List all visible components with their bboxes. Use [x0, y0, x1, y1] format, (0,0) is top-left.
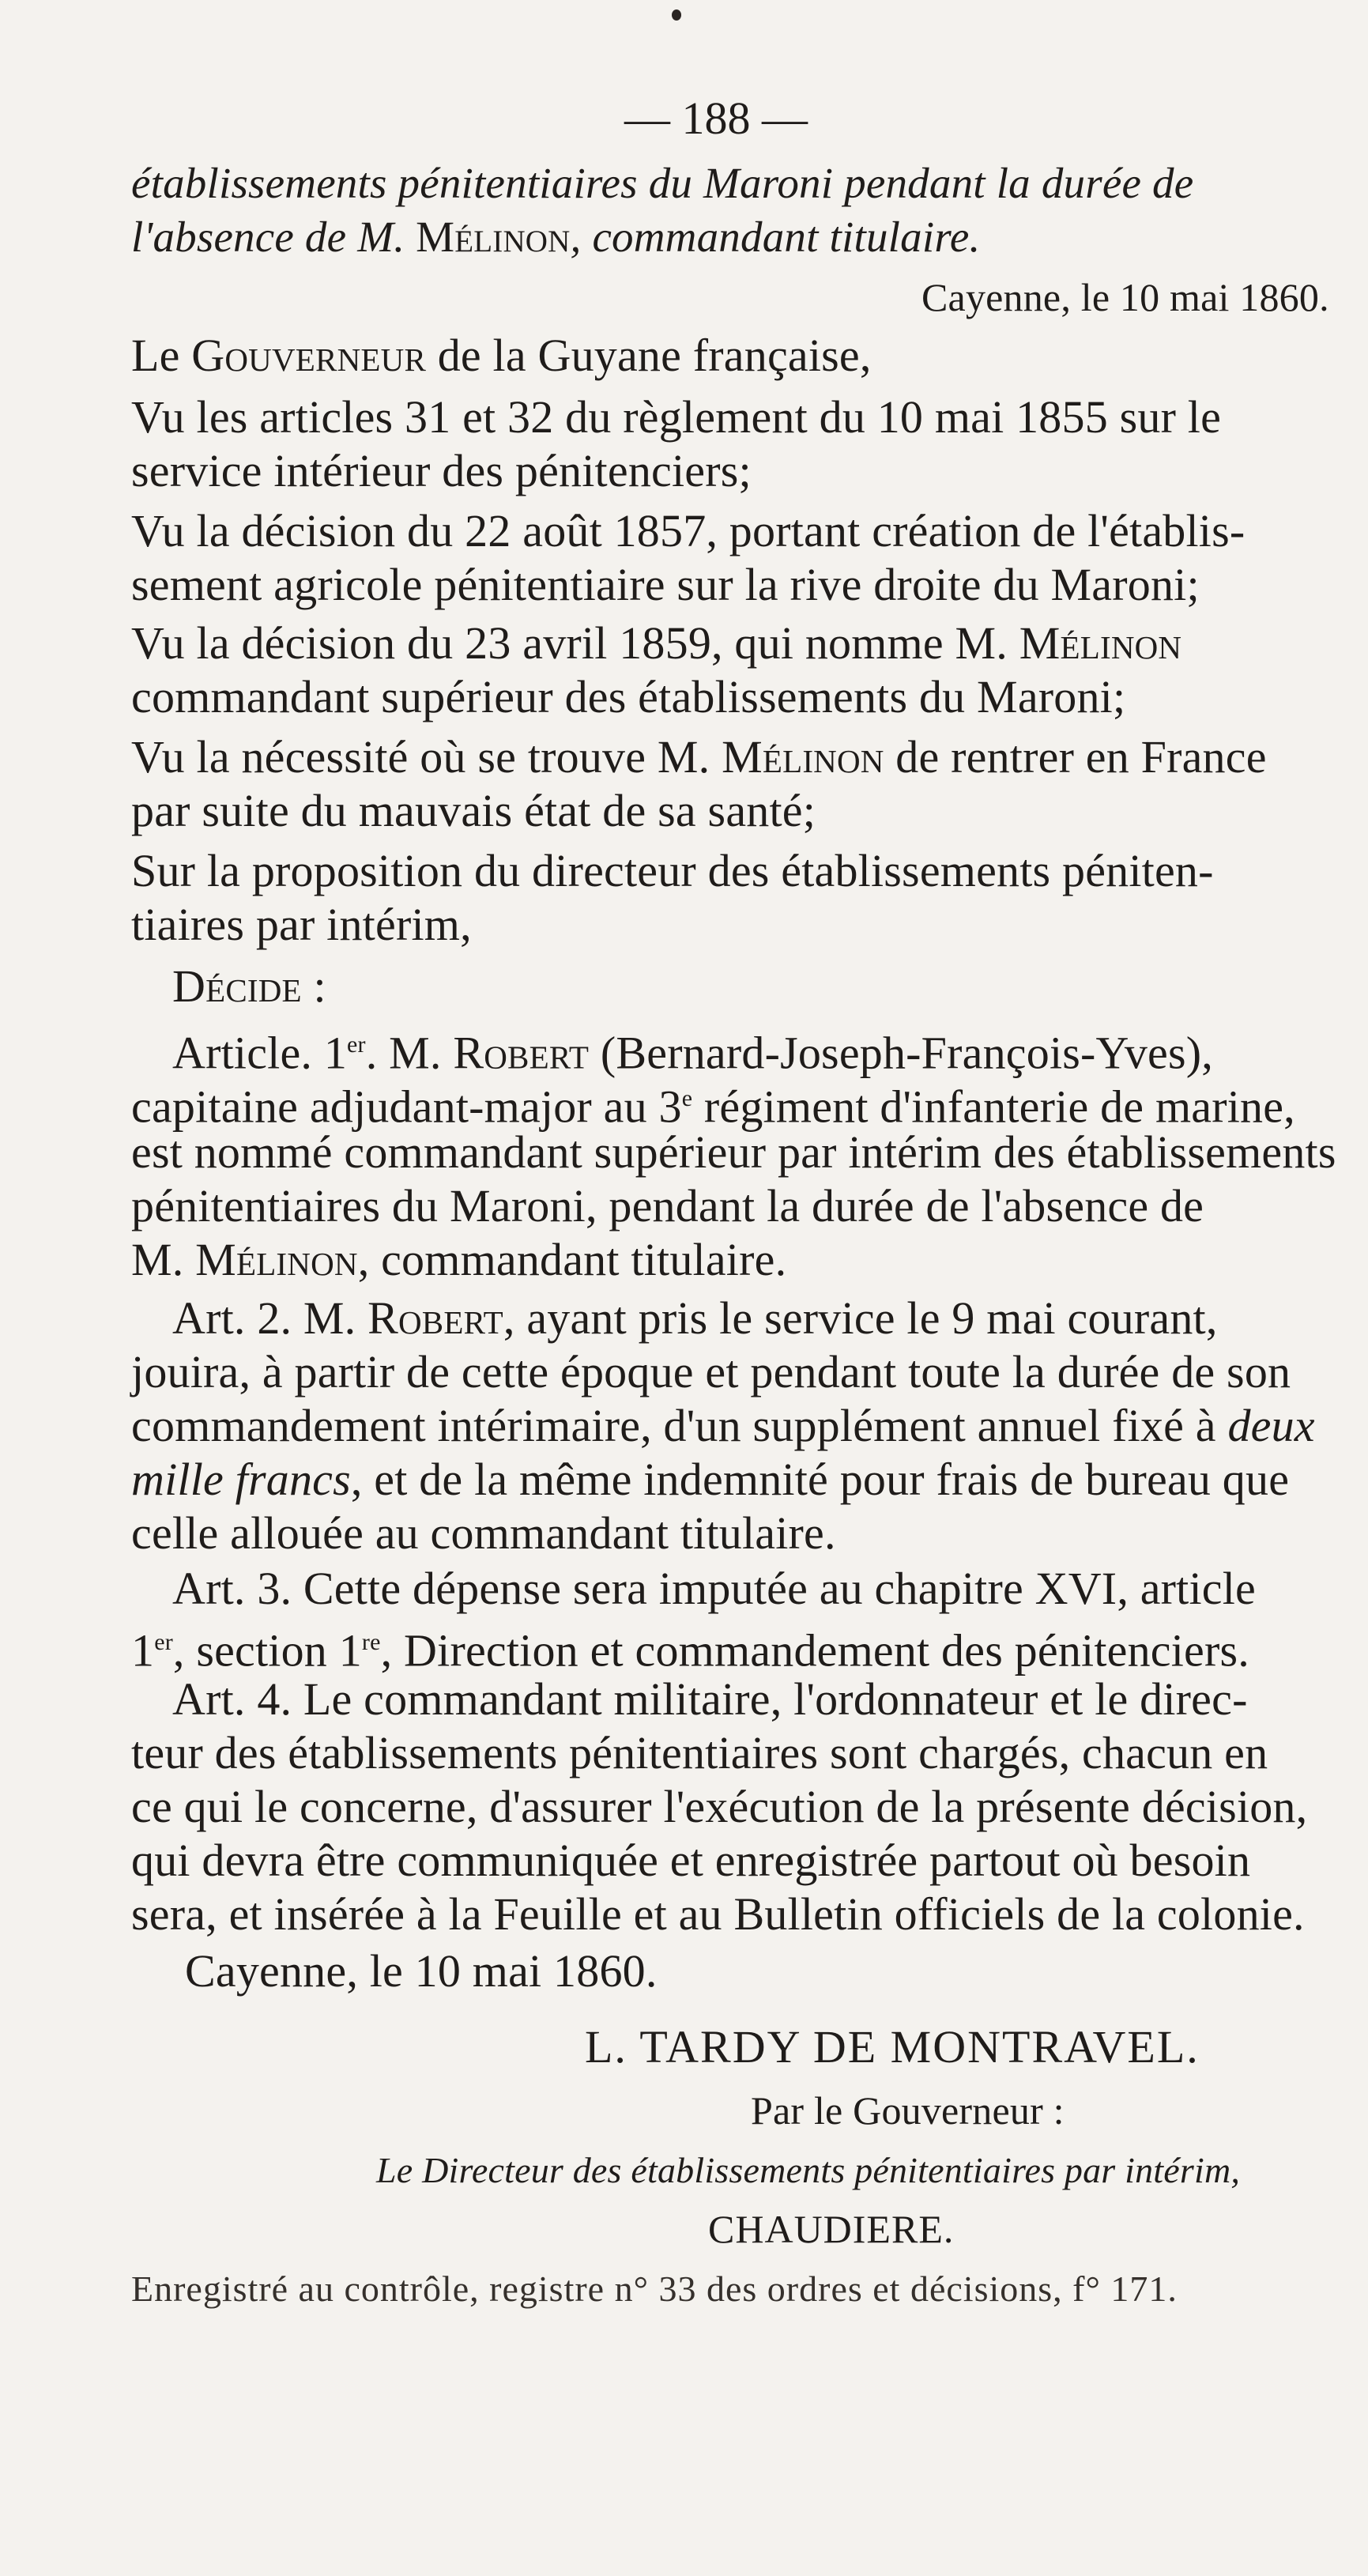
heading-line-2: l'absence de M. Mélinon, commandant titulaire. [131, 213, 981, 261]
sur-line-2: tiaires par intérim, [131, 899, 472, 950]
vu-4-line-1: Vu la nécessité où se trouve M. Mélinon de rentrer en France [131, 731, 1267, 783]
art2-line-2: jouira, à partir de cette époque et pendant toute la durée de son [131, 1346, 1291, 1397]
art4-line-3: ce qui le concerne, d'assurer l'exécution de la présente décision, [131, 1781, 1308, 1832]
registration-note: Enregistré au contrôle, registre n° 33 des ordres et décisions, f° 171. [131, 2269, 1178, 2309]
art2-line-5: celle allouée au commandant titulaire. [131, 1507, 836, 1559]
art4-line-4: qui devra être communiquée et enregistrée partout où besoin [131, 1835, 1251, 1886]
vu-4-line-2: par suite du mauvais état de sa santé; [131, 785, 816, 836]
directeur-line: Le Directeur des établissements pénitentiaires par intérim, [376, 2150, 1241, 2190]
decide-heading: Décide : [172, 960, 326, 1012]
art2-line-1: Art. 2. M. Robert, ayant pris le service le 9 mai courant, [172, 1292, 1218, 1344]
opening-line: Le Gouverneur de la Guyane française, [131, 330, 872, 381]
vu-3-line-2: commandant supérieur des établissements du Maroni; [131, 671, 1126, 722]
art1-line-5: M. Mélinon, commandant titulaire. [131, 1234, 787, 1285]
vu-1-line-2: service intérieur des pénitenciers; [131, 445, 752, 496]
art1-line-1: Article. 1er. M. Robert (Bernard-Joseph-François-Yves), [172, 1027, 1213, 1079]
art2-line-3: commandement intérimaire, d'un supplément annuel fixé à deux [131, 1400, 1315, 1451]
heading-line-1: établissements pénitentiaires du Maroni pendant la durée de [131, 159, 1194, 207]
art3-line-1: Art. 3. Cette dépense sera imputée au chapitre XVI, article [172, 1563, 1257, 1614]
art2-line-4: mille francs, et de la même indemnité pour frais de bureau que [131, 1454, 1290, 1505]
art4-line-1: Art. 4. Le commandant militaire, l'ordonnateur et le direc- [172, 1673, 1248, 1725]
vu-2-line-2: sement agricole pénitentiaire sur la rive droite du Maroni; [131, 559, 1200, 610]
vu-1-line-1: Vu les articles 31 et 32 du règlement du 10 mai 1855 sur le [131, 391, 1222, 443]
par-le-gouverneur: Par le Gouverneur : [751, 2088, 1065, 2133]
art1-line-4: pénitentiaires du Maroni, pendant la durée de l'absence de [131, 1180, 1204, 1231]
sur-line-1: Sur la proposition du directeur des établissements péniten- [131, 845, 1214, 896]
countersignature: CHAUDIERE. [708, 2207, 955, 2251]
art4-line-5: sera, et insérée à la Feuille et au Bulletin officiels de la colonie. [131, 1888, 1305, 1940]
art3-line-2: 1er, section 1re, Direction et commandement des pénitenciers. [131, 1624, 1249, 1676]
art1-line-2: capitaine adjudant-major au 3e régiment d'infanterie de marine, [131, 1081, 1295, 1133]
print-speck [672, 9, 681, 21]
vu-3-line-1: Vu la décision du 23 avril 1859, qui nomme M. Mélinon [131, 617, 1182, 669]
dateline: Cayenne, le 10 mai 1860. [921, 275, 1329, 319]
closing-date: Cayenne, le 10 mai 1860. [185, 1945, 658, 1997]
governor-signature: L. TARDY DE MONTRAVEL. [585, 2021, 1200, 2072]
art4-line-2: teur des établissements pénitentiaires sont chargés, chacun en [131, 1727, 1268, 1778]
vu-2-line-1: Vu la décision du 22 août 1857, portant création de l'établis- [131, 505, 1246, 556]
page-number: — 188 — [624, 92, 808, 144]
art1-line-3: est nommé commandant supérieur par intérim des établissements [131, 1126, 1336, 1178]
